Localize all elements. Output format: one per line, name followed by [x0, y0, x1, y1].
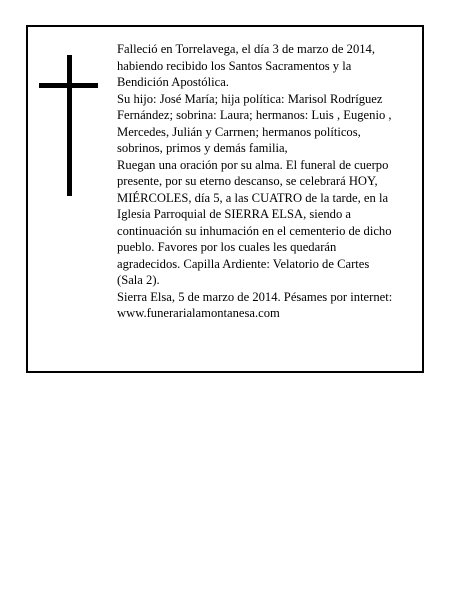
notice-line: Iglesia Parroquial de SIERRA ELSA, siendo a	[117, 207, 351, 221]
cross-vertical-bar	[67, 55, 72, 196]
notice-line: agradecidos. Capilla Ardiente: Velatorio de Cartes	[117, 256, 370, 271]
notice-line: habiendo recibido los Santos Sacramentos y la	[117, 58, 352, 73]
notice-line: presente, por su eterno descanso, se celebrará HOY,	[117, 174, 378, 188]
website-link[interactable]: www.funerarialamontanesa.com	[117, 306, 280, 320]
obituary-notice	[26, 25, 424, 373]
notice-line: Ruegan una oración por su alma. El funeral de cuerpo	[117, 157, 389, 172]
notice-line: continuación su inhumación en el cementerio de dicho	[117, 223, 392, 238]
notice-line: pueblo. Favores por los cuales les quedarán	[117, 240, 337, 254]
notice-line: (Sala 2).	[117, 273, 160, 287]
notice-line: sobrinos, primos y demás familia,	[117, 141, 288, 155]
cross-horizontal-bar	[39, 83, 98, 88]
notice-line: Sierra Elsa, 5 de marzo de 2014. Pésames por internet:	[117, 289, 393, 304]
notice-line: Bendición Apostólica.	[117, 75, 229, 89]
notice-line: Su hijo: José María; hija política: Marisol Rodríguez	[117, 91, 383, 106]
notice-text	[117, 41, 417, 322]
notice-line: MIÉRCOLES, día 5, a las CUATRO de la tarde, en la	[117, 190, 389, 205]
notice-line: Falleció en Torrelavega, el día 3 de marzo de 2014,	[117, 42, 376, 56]
notice-line: Mercedes, Julián y Carrnen; hermanos políticos,	[117, 124, 361, 139]
notice-line: Fernández; sobrina: Laura; hermanos: Luis , Eugenio ,	[117, 108, 392, 122]
